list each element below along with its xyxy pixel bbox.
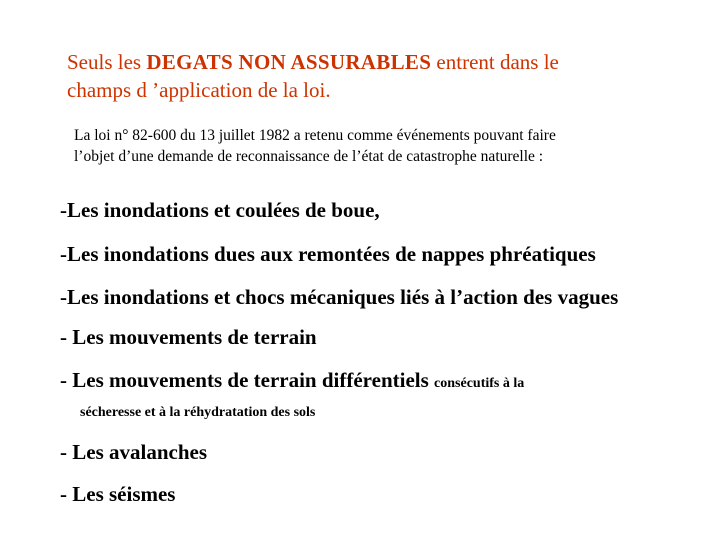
intro-prefix: Seuls les bbox=[67, 50, 147, 74]
event-item-7: - Les séismes bbox=[60, 482, 176, 506]
intro-emphasis: DEGATS NON ASSURABLES bbox=[146, 50, 432, 74]
law-line-2: l’objet d’une demande de reconnaissance de l’état de catastrophe naturelle : bbox=[74, 148, 544, 165]
intro-paragraph bbox=[67, 48, 667, 104]
event-item-5-small: consécutifs à la bbox=[434, 376, 525, 391]
intro-suffix: entrent dans le bbox=[431, 50, 559, 74]
event-item-5-main: - Les mouvements de terrain différentiels bbox=[60, 368, 435, 392]
event-item-5-continuation: sécheresse et à la réhydratation des sols bbox=[80, 405, 316, 420]
intro-line-2: champs d ’application de la loi. bbox=[67, 78, 331, 102]
event-item-3: -Les inondations et chocs mécaniques liés à l’action des vagues bbox=[60, 285, 619, 309]
event-item-4: - Les mouvements de terrain bbox=[60, 325, 317, 349]
event-item-6: - Les avalanches bbox=[60, 440, 207, 464]
event-item-5 bbox=[60, 368, 524, 393]
law-line-1: La loi n° 82-600 du 13 juillet 1982 a retenu comme événements pouvant faire bbox=[74, 127, 556, 144]
event-item-2: -Les inondations dues aux remontées de nappes phréatiques bbox=[60, 242, 596, 266]
event-item-1: -Les inondations et coulées de boue, bbox=[60, 198, 380, 222]
law-paragraph bbox=[74, 125, 674, 167]
